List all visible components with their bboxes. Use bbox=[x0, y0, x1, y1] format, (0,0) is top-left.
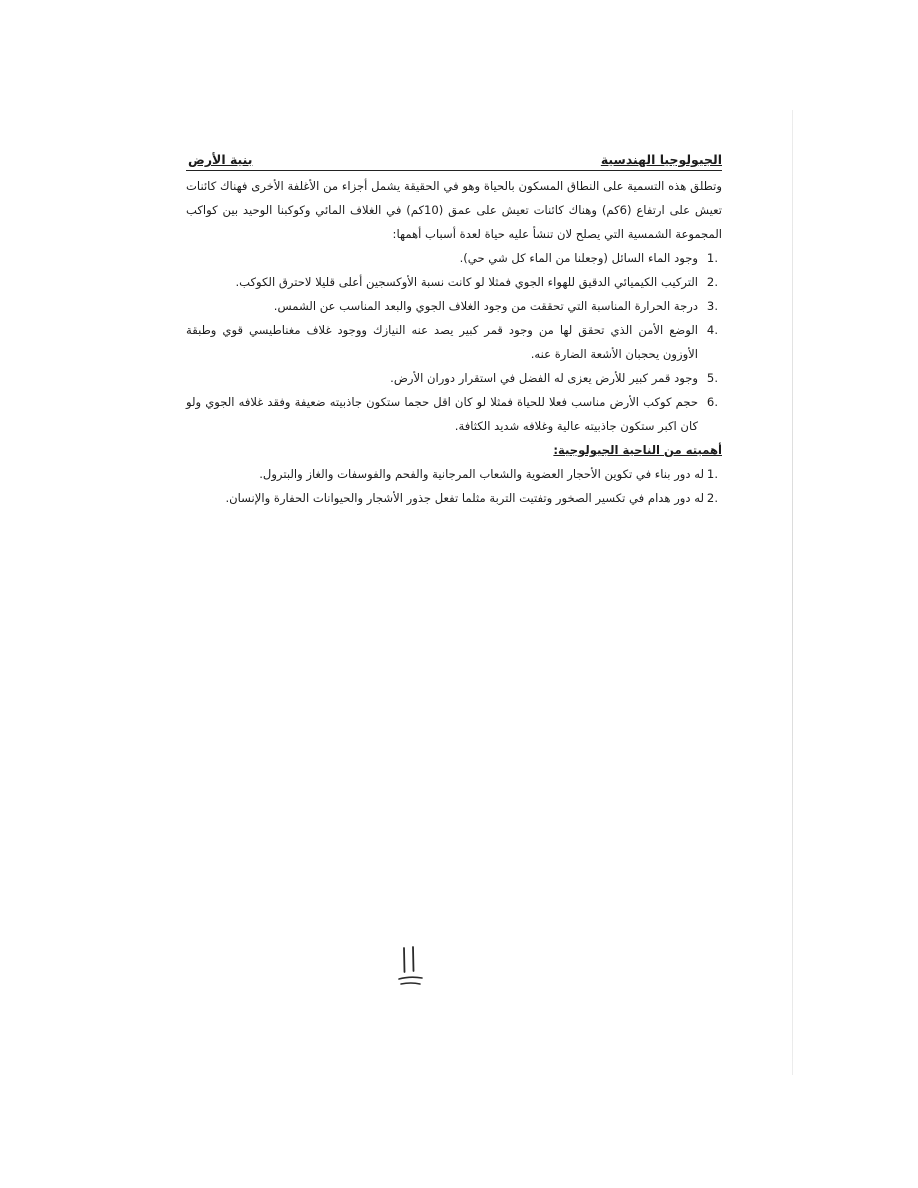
item-text: وجود الماء السائل (وجعلنا من الماء كل شي حي). bbox=[459, 251, 698, 265]
list-item bbox=[186, 318, 722, 366]
item-text: وجود قمر كبير للأرض يعزى له الفضل في استقرار دوران الأرض. bbox=[390, 371, 698, 385]
scan-edge-line bbox=[792, 110, 793, 1075]
list-item bbox=[186, 462, 722, 486]
book-title: الجيولوجيا الهندسية bbox=[600, 152, 722, 167]
list-item bbox=[186, 366, 722, 390]
item-number: .3 bbox=[706, 299, 718, 313]
intro-paragraph: وتطلق هذه التسمية على النطاق المسكون بالحياة وهو في الحقيقة يشمل أجزاء من الأغلفة الأخرى فهناك كائنات تعيش على ارتفاع (6كم) وهناك كائنات تعيش على عمق (10كم) في الغلاف المائي وكوكبنا الوحيد بين كواكب المجموعة الشمسية التي يصلح لان تنشأ عليه حياة لعدة أسباب أهمها: bbox=[186, 179, 722, 241]
geology-heading: أهميته من الناحية الجيولوجية: bbox=[553, 443, 722, 457]
chapter-title: بنية الأرض bbox=[188, 152, 253, 167]
item-text: له دور هدام في تكسير الصخور وتفتيت التربة مثلما تفعل جذور الأشجار والحيوانات الحفارة والإنسان. bbox=[225, 491, 704, 505]
list-item bbox=[186, 246, 722, 270]
item-number: .4 bbox=[706, 323, 718, 337]
body-text bbox=[186, 174, 722, 510]
item-text: التركيب الكيميائي الدقيق للهواء الجوي فمثلا لو كانت نسبة الأوكسجين أعلى قليلا لاحترق الكوكب. bbox=[235, 275, 698, 289]
item-text: حجم كوكب الأرض مناسب فعلا للحياة فمثلا لو كان اقل حجما ستكون جاذبيته ضعيفة وفقد غلافه الجوي ولو كان اكبر ستكون جاذبيته عالية وغلافه شديد الكثافة. bbox=[186, 395, 698, 433]
list-item bbox=[186, 270, 722, 294]
header-rule bbox=[186, 170, 722, 171]
item-number: .1 bbox=[706, 251, 718, 265]
list-item bbox=[186, 294, 722, 318]
handwritten-page-number bbox=[396, 946, 426, 992]
running-header bbox=[186, 150, 722, 172]
item-number: .2 bbox=[706, 275, 718, 289]
list-item bbox=[186, 390, 722, 438]
item-text: الوضع الأمن الذي تحقق لها من وجود قمر كبير يصد عنه النيازك ووجود غلاف مغناطيسي قوي وطبقة الأوزون يحجبان الأشعة الضارة عنه. bbox=[186, 323, 698, 361]
item-text: درجة الحرارة المناسبة التي تحققت من وجود الغلاف الجوي والبعد المناسب عن الشمس. bbox=[273, 299, 698, 313]
reasons-list bbox=[186, 246, 722, 438]
list-item bbox=[186, 486, 722, 510]
item-number: .2 bbox=[706, 491, 718, 505]
item-number: .6 bbox=[706, 395, 718, 409]
geology-list bbox=[186, 462, 722, 510]
item-text: له دور بناء في تكوين الأحجار العضوية والشعاب المرجانية والفحم والفوسفات والغاز والبترول. bbox=[259, 467, 704, 481]
item-number: .5 bbox=[706, 371, 718, 385]
item-number: .1 bbox=[706, 467, 718, 481]
